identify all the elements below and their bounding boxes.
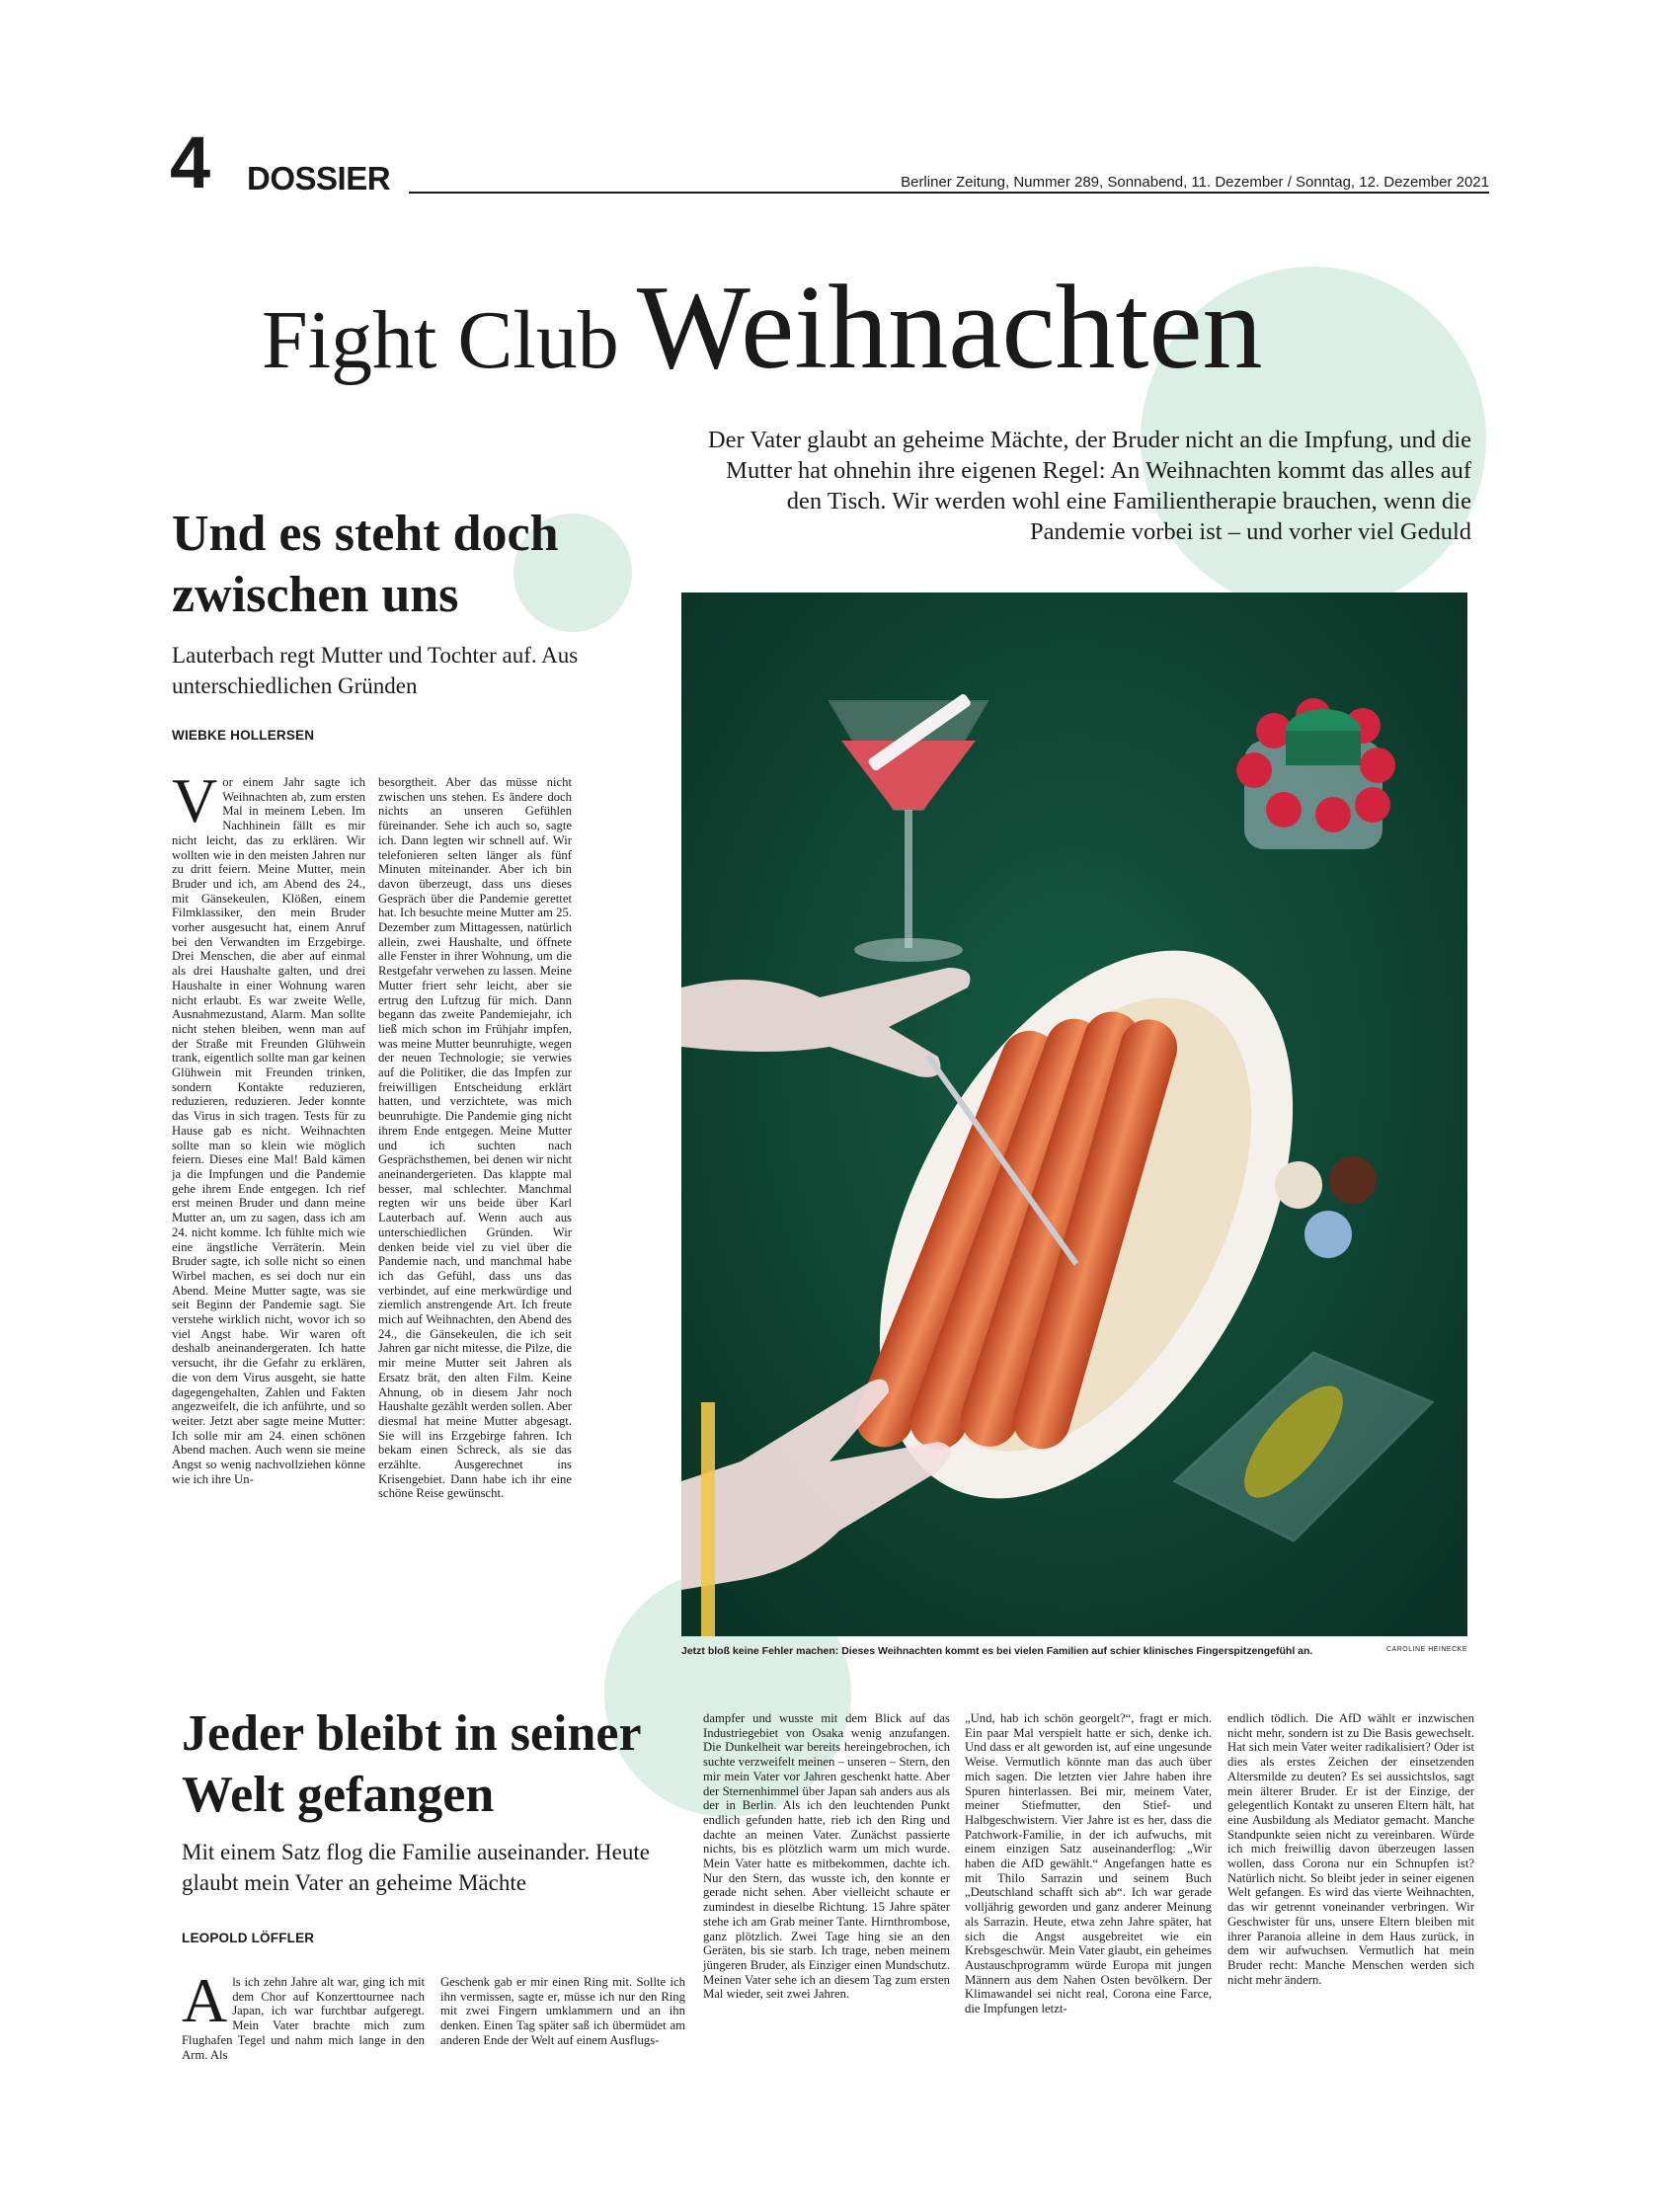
chocolate [1275,1161,1322,1209]
article1-col1 [172,765,365,1486]
article2-col4: „Und, hab ich schön georgelt?“, fragt er mich. Ein paar Mal verspielt hatte er sich, denke ich. Und dass er alt geworden ist, auf eine ungesunde Weise. Vermutlich könnte man das auch über mich sagen. Die letzten vier Jahre haben ihre Spuren hinterlassen. Bei mir, meinem Vater, meiner Stiefmutter, den Stief- und Halbgeschwistern. Vier Jahre ist es her, dass die Patchwork-Familie, in der ich aufwuchs, mit einem einzigen Satz auseinanderflog: „Wir haben die AfD gewählt.“ Angefangen hatte es mit Thilo Sarrazin und seinem Buch „Deutschland schafft sich ab“. Ich war gerade volljährig geworden und ganz anderer Meinung als Sarrazin. Heute, etwa zehn Jahre später, hat sich die Angst ausgebreitet wie ein Krebsgeschwür. Mein Vater glaubt, ein geheimes Austauschprogramm würde Europa mit jungen Männern aus dem Nahen Osten bevölkern. Der Klimawandel sei nicht real, Corona eine Farce, die Impfungen letzt- [965,1711,1212,2016]
article2-col1-text: ls ich zehn Jahre alt war, ging ich mit dem Chor auf Konzerttournee nach Japan, ich war furchtbar aufgeregt. Mein Vater brachte mich zum Flughafen Tegel und nahm mich lange in den Arm. Als [182,1975,425,2062]
main-deck: Der Vater glaubt an geheime Mächte, der Bruder nicht an die Impfung, und die Mutter hat ohnehin ihre eigenen Regel: An Weihnachten kommt das alles auf den Tisch. Wir werden wohl eine Familientherapie brauchen, wenn die Pandemie vorbei ist – und vorher viel Geduld [707,427,1471,545]
main-title-part2: Weihnachten [636,261,1263,394]
article1-deck: Lauterbach regt Mutter und Tochter auf. Aus unterschiedlichen Gründen [172,643,579,698]
main-title [262,259,1263,397]
bauble [1304,1211,1352,1258]
article1-dropcap: V [172,765,218,835]
article2-deck: Mit einem Satz flog die Familie auseinander. Heute glaubt mein Vater an geheime Mächte [182,1840,650,1895]
article2-headline: Jeder bleibt in seiner Welt gefangen [182,1705,641,1823]
issue-meta: Berliner Zeitung, Nummer 289, Sonnabend, 11. Dezember / Sonntag, 12. Dezember 2021 [901,174,1489,191]
photo-caption [681,1645,1467,1657]
page-header [170,121,1489,203]
photo-illustration [681,592,1467,1636]
article2-col2: Geschenk gab er mir einen Ring mit. Sollte ich ihn vermissen, sagte er, müsse ich nur den Ring mit zwei Fingern umklammern und an ihn denken. Einen Tag später saß ich übermüdet am anderen Ende der Welt auf einem Ausflugs- [440,1975,685,2047]
article2-dropcap: A [182,1965,228,2035]
article2-col5: endlich tödlich. Die AfD wählt er inzwischen nicht mehr, sondern ist zu Die Basis gewechselt. Hat sich mein Vater weiter radikalisiert? Oder ist dies als erstes Zeichen der einsetzenden Altersmilde zu deuten? Es sei aussichtslos, sagt mein älterer Bruder. Er ist der Einzige, der gelegentlich Kontakt zu unseren Eltern hält, hat eine Ausbildung als Mediator gemacht. Manche Standpunkte seien nicht zu vereinbaren. Würde ich mich freiwillig davon überzeugen lassen wollen, dass Corona nur ein Schnupfen ist? Natürlich nicht. So bleibt jeder in seiner eigenen Welt gefangen. Es wird das vierte Weihnachten, das wir getrennt voneinander verbringen. Wir Geschwister für uns, unsere Eltern bleiben mit ihrer Paranoia alleine in dem Haus zurück, in dem wir aufwuchsen. Vermutlich hat mein Bruder recht: Manche Menschen werden sich nicht mehr ändern. [1227,1711,1474,1987]
page-number: 4 [170,121,211,203]
article1-col1-text: or einem Jahr sagte ich Weihnachten ab, zum ersten Mal in meinem Leben. Im Nachhinein fällt es mir nicht leicht, das zu erklären. Wir wollten wie in den meisten Jahren nur zu dritt feiern. Meine Mutter, mein Bruder und ich, am Abend des 24., mit Gänsekeulen, Klößen, einem Filmklassiker, den mein Bruder vorher ausgesucht hat, einem Anruf bei den Verwandten im Erzgebirge. Drei Menschen, die aber auf einmal als drei Haushalte galten, und drei Haushalte in einer Wohnung waren nicht erlaubt. Es war zweite Welle, Ausnahmezustand, Alarm. Man sollte nicht stehen bleiben, wenn man auf der Straße mit Freunden Glühwein trank, eigentlich sollte man gar keinen Glühwein mit Freunden trinken, sondern Kontakte reduzieren, reduzieren, reduzieren. Jeder konnte das Virus in sich tragen. Tests für zu Hause gab es nicht. Weihnachten sollte man so klein wie möglich feiern. Dieses eine Mal! Bald kämen ja die Impfungen und die Pandemie gehe ihrem Ende entgegen. Ich rief erst meinen Bruder und dann meine Mutter an, um zu sagen, dass ich am 24. nicht komme. Ich fühlte mich wie eine ängstliche Verräterin. Mein Bruder sagte, ich solle nicht so einen Wirbel machen, es sei doch nur ein Abend. Meine Mutter sagte, was sie seit Beginn der Pandemie sagt. Sie verstehe wirklich nicht, wovor ich so viel Angst habe. Wir waren oft deshalb aneinandergeraten. Ich hatte versucht, ihr die Gefahr zu erklären, die von dem Virus ausgeht, sie hatte dagegengehalten, Zahlen und Fakten angezweifelt, die ich anführte, und so weiter. Jetzt aber sagte meine Mutter: Ich solle mir am 24. einen schönen Abend machen. Auch wenn sie meine Angst so wenig nachvollziehen könne wie ich ihre Un- [172,775,365,1486]
measuring-tape [701,1402,715,1636]
main-title-part1: Fight Club [262,294,619,386]
caption-text: Jetzt bloß keine Fehler machen: Dieses Weihnachten kommt es bei vielen Familien auf schier klinisches Fingerspitzengefühl an. [681,1645,1313,1657]
article2-col1 [182,1965,425,2062]
article1-headline: Und es steht doch zwischen uns [172,506,559,623]
photo-credit: CAROLINE HEINECKE [1385,1646,1467,1653]
chocolate [1329,1156,1377,1204]
article1-author: WIEBKE HOLLERSEN [172,728,315,743]
article2-author: LEOPOLD LÖFFLER [182,1931,315,1945]
header-rule [409,192,1489,194]
raspberry-jar [1236,698,1395,849]
article1-col2: besorgtheit. Aber das müsse nicht zwischen uns stehen. Es ändere doch nichts an unseren Gefühlen füreinander. Sehe ich auch so, sagte ich. Dann legten wir schnell auf. Wir telefonieren selten länger als fünf Minuten miteinander. Aber ich bin davon überzeugt, dass uns dieses Gespräch über die Pandemie gerettet hat. Ich besuchte meine Mutter am 25. Dezember zum Mittagessen, natürlich allein, zwei Haushalte, und öffnete alle Fenster in ihrer Wohnung, um die Restgefahr verwehen zu lassen. Meine Mutter friert sehr leicht, aber sie ertrug den Luftzug für mich. Dann begann das zweite Pandemiejahr, ich ließ mich schon im Frühjahr impfen, was meine Mutter beunruhigte, wegen der neuen Technologie; sie verwies auf die Politiker, die das Impfen zur freiwilligen Entscheidung erklärt hatten, und verzichtete, was mich beunruhigte. Die Pandemie ging nicht ihrem Ende entgegen. Meine Mutter und ich suchten nach Gesprächsthemen, bei denen wir nicht aneinandergerieten. Das klappte mal besser, mal schlechter. Manchmal regten wir uns beide über Karl Lauterbach auf. Wenn auch aus unterschiedlichen Gründen. Wir denken beide viel zu viel über die Pandemie nach, und manchmal habe ich das Gefühl, dass uns das verbindet, auf eine merkwürdige und ziemlich anstrengende Art. Ich freute mich auf Weihnachten, den Abend des 24., die Gänsekeulen, die ich seit Jahren gar nicht mitesse, die Pilze, die mir meine Mutter seit Jahren als Ersatz brät, den alten Film. Keine Ahnung, ob in diesem Jahr noch Haushalte gezählt werden sollen. Aber diesmal hat meine Mutter abgesagt. Sie will ins Erzgebirge fahren. Ich bekam einen Schreck, als sie das erzählte. Ausgerechnet ins Krisengebiet. Dann habe ich ihr eine schöne Reise gewünscht. [378,775,572,1501]
photo [681,592,1467,1636]
section-name: DOSSIER [247,160,391,197]
article2-col3: dampfer und wusste mit dem Blick auf das Industriegebiet von Osaka wenig anzufangen. Die Dunkelheit war bereits hereingebrochen, ich suchte verzweifelt meinen – unseren – Stern, den mir mein Vater vor Jahren geschenkt hatte. Aber der Sternenhimmel über Japan sah anders aus als der in Berlin. Als ich den leuchtenden Punkt endlich gefunden hatte, rieb ich den Ring und dachte an meinen Vater. Zunächst passierte nichts, bis es plötzlich warm um mich wurde. Mein Vater hatte es mitbekommen, dachte ich. Nur den Stern, das wusste ich, den konnte er gerade nicht sehen. Aber vielleicht schaute er zumindest in dieselbe Richtung. 15 Jahre später stehe ich am Grab meiner Tante. Hirnthrombose, ganz plötzlich. Zwei Tage hing sie an den Geräten, bis sie starb. Ich trage, neben meinem jüngeren Bruder, als Einziger einen Mundschutz. Meinen Vater sehe ich an diesem Tag zum ersten Mal wieder, seit zwei Jahren. [703,1711,950,2002]
